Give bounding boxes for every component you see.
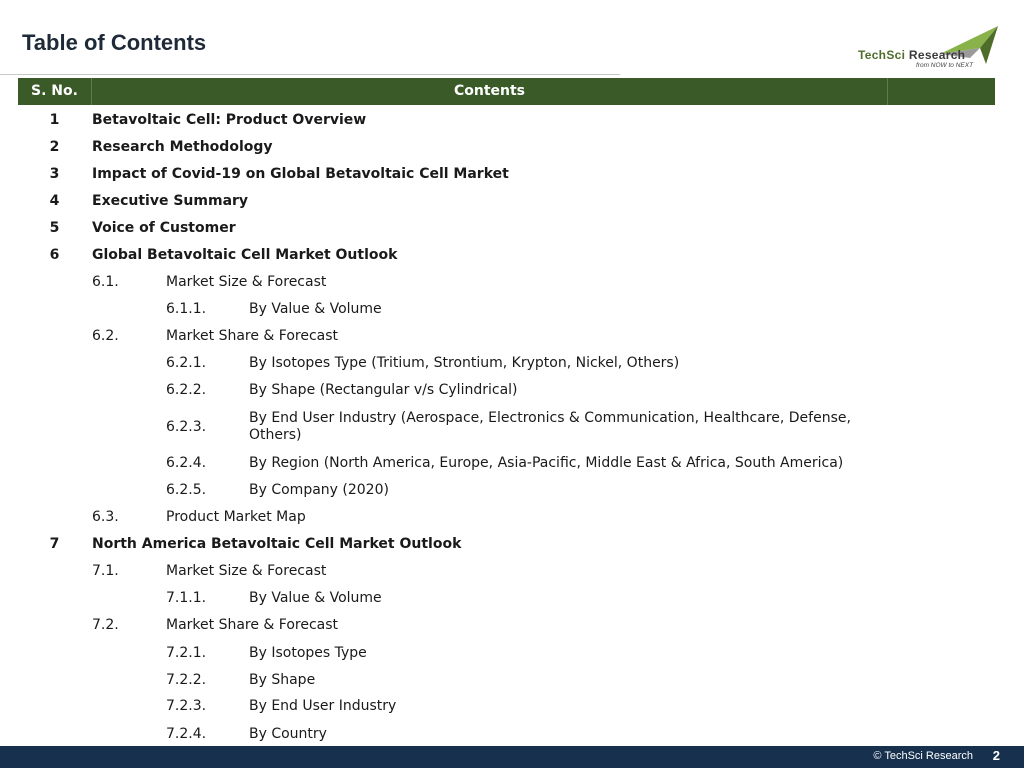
toc-row — [0, 410, 1024, 444]
footer-copyright: © TechSci Research — [873, 750, 973, 762]
toc-label: North America Betavoltaic Cell Market Outlook — [92, 536, 462, 552]
toc-number: 6.1. — [92, 274, 119, 290]
toc-label: By Value & Volume — [249, 590, 382, 606]
page-number: 2 — [992, 748, 1000, 763]
toc-label: Impact of Covid-19 on Global Betavoltaic Cell Market — [92, 166, 509, 182]
toc-label: By Isotopes Type (Tritium, Strontium, Krypton, Nickel, Others) — [249, 355, 680, 371]
page-title: Table of Contents — [22, 30, 207, 55]
logo-brand-part2: Research — [908, 48, 966, 62]
toc-number: 6.2.4. — [166, 455, 207, 471]
toc-number: 3 — [49, 166, 60, 182]
toc-number: 6.2. — [92, 328, 119, 344]
toc-number: 6.2.2. — [166, 382, 207, 398]
toc-number: 6.3. — [92, 509, 119, 525]
toc-label: By End User Industry (Aerospace, Electronics & Communication, Healthcare, Defense, Others) — [249, 410, 851, 443]
toc-label: Voice of Customer — [92, 220, 236, 236]
toc-label: Market Share & Forecast — [166, 328, 339, 344]
toc-label: By Shape — [249, 672, 316, 688]
toc-label: Global Betavoltaic Cell Market Outlook — [92, 247, 398, 263]
toc-number: 7.2. — [92, 617, 119, 633]
toc-label: Market Size & Forecast — [166, 274, 327, 290]
table-header — [18, 78, 995, 105]
toc-label: By Isotopes Type — [249, 645, 367, 661]
footer-bar — [0, 746, 1024, 768]
toc-number: 1 — [49, 112, 60, 128]
toc-number: 2 — [49, 139, 60, 155]
toc-label: By Region (North America, Europe, Asia-Pacific, Middle East & Africa, South America) — [249, 455, 844, 471]
toc-number: 7.2.4. — [166, 726, 207, 742]
logo-brand-part1: TechSci — [858, 48, 906, 62]
toc-label: By Country — [249, 726, 327, 742]
header-sno: S. No. — [18, 78, 92, 105]
toc-label: Research Methodology — [92, 139, 273, 155]
toc-number: 5 — [49, 220, 60, 236]
toc-number: 6 — [49, 247, 60, 263]
toc-number: 6.1.1. — [166, 301, 207, 317]
header-contents: Contents — [92, 78, 888, 105]
logo-tagline: from NOW to NEXT — [916, 62, 974, 69]
toc-label: Product Market Map — [166, 509, 306, 525]
techsci-logo — [856, 24, 1001, 74]
toc-number: 7.1.1. — [166, 590, 207, 606]
title-divider — [0, 74, 620, 75]
toc-label: Executive Summary — [92, 193, 249, 209]
toc-number: 7.2.2. — [166, 672, 207, 688]
toc-label: By End User Industry — [249, 698, 397, 714]
toc-label: Betavoltaic Cell: Product Overview — [92, 112, 367, 128]
toc-label: By Value & Volume — [249, 301, 382, 317]
toc-number: 6.2.5. — [166, 482, 207, 498]
toc-number: 7.1. — [92, 563, 119, 579]
toc-number: 6.2.1. — [166, 355, 207, 371]
toc-number: 7 — [49, 536, 60, 552]
toc-label: Market Share & Forecast — [166, 617, 339, 633]
toc-number: 7.2.1. — [166, 645, 207, 661]
toc-number: 4 — [49, 193, 60, 209]
toc-label: By Company (2020) — [249, 482, 389, 498]
logo-brand — [858, 48, 965, 62]
toc-number: 7.2.3. — [166, 698, 207, 714]
toc-label: By Shape (Rectangular v/s Cylindrical) — [249, 382, 518, 398]
toc-number: 6.2.3. — [166, 419, 207, 435]
toc-label: Market Size & Forecast — [166, 563, 327, 579]
